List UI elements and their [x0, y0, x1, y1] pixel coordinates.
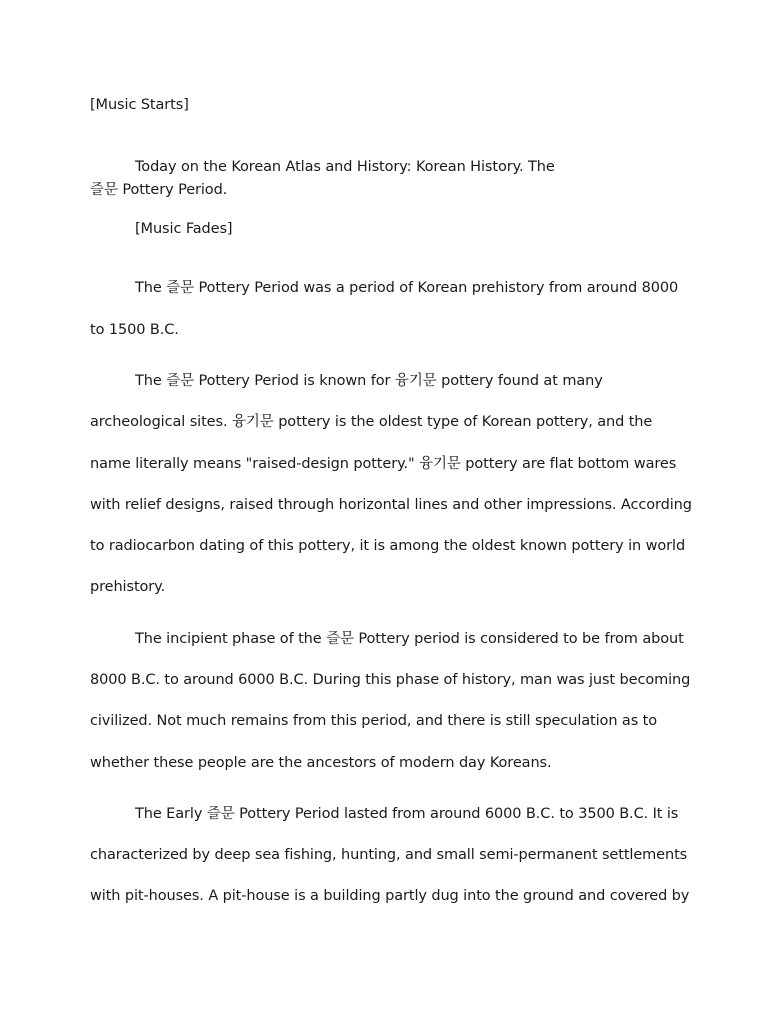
paragraph-2-line-1: The 즐문 Pottery Period is known for 융기문 pottery found at many — [135, 373, 603, 389]
paragraph-3-line-2: 8000 B.C. to around 6000 B.C. During this phase of history, man was just becoming — [90, 672, 691, 688]
paragraph-2-line-2: archeological sites. 융기문 pottery is the oldest type of Korean pottery, and the — [90, 414, 653, 430]
paragraph-2-line-3: name literally means "raised-design pottery." 융기문 pottery are flat bottom wares — [90, 456, 677, 472]
paragraph-4-line-1: The Early 즐문 Pottery Period lasted from around 6000 B.C. to 3500 B.C. It is — [135, 806, 679, 822]
paragraph-3-line-4: whether these people are the ancestors of modern day Koreans. — [90, 755, 552, 771]
paragraph-2-line-5: to radiocarbon dating of this pottery, it is among the oldest known pottery in world — [90, 538, 686, 554]
intro-line-1: Today on the Korean Atlas and History: Korean History. The — [135, 159, 555, 175]
music-starts-cue: [Music Starts] — [90, 97, 189, 113]
paragraph-3-line-1: The incipient phase of the 즐문 Pottery period is considered to be from about — [135, 631, 684, 647]
paragraph-3-line-3: civilized. Not much remains from this period, and there is still speculation as to — [90, 713, 658, 729]
paragraph-4-line-2: characterized by deep sea fishing, hunting, and small semi-permanent settlements — [90, 847, 688, 863]
paragraph-1-line-1: The 즐문 Pottery Period was a period of Korean prehistory from around 8000 — [135, 280, 679, 296]
music-fades-cue: [Music Fades] — [135, 221, 233, 237]
paragraph-2-line-6: prehistory. — [90, 579, 166, 595]
intro-line-2: 즐문 Pottery Period. — [90, 182, 228, 198]
paragraph-2-line-4: with relief designs, raised through horizontal lines and other impressions. According — [90, 497, 692, 513]
paragraph-1-line-2: to 1500 B.C. — [90, 322, 179, 338]
paragraph-4-line-3: with pit-houses. A pit-house is a building partly dug into the ground and covered by — [90, 888, 690, 904]
